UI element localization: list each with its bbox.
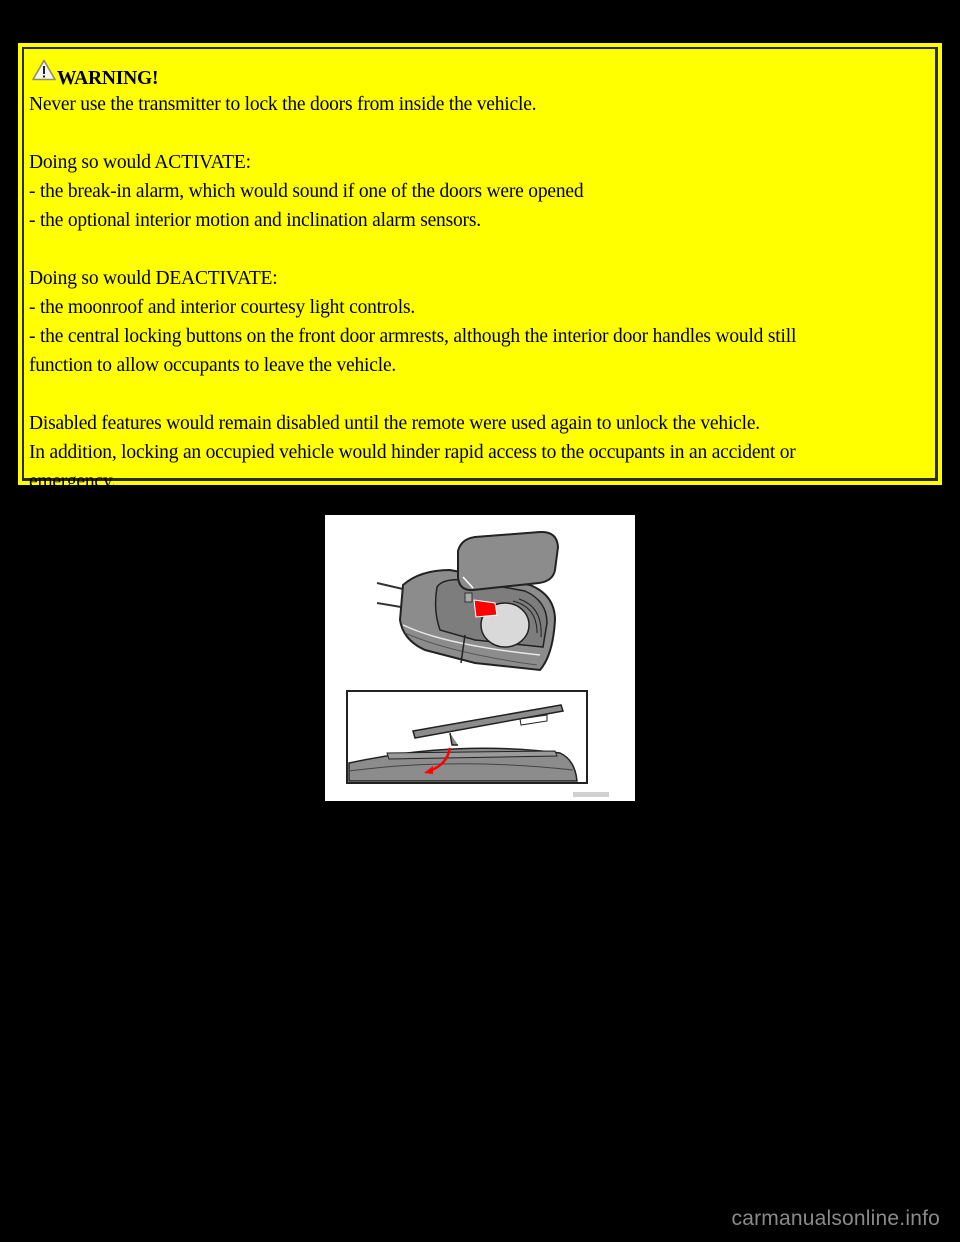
- warning-triangle-icon: [32, 59, 56, 81]
- warning-header: [29, 57, 934, 90]
- warning-title: WARNING!: [57, 68, 159, 89]
- warning-line: In addition, locking an occupied vehicle would hinder rapid access to the occupants in an accident or: [29, 442, 796, 463]
- warning-line: function to allow occupants to leave the vehicle.: [29, 355, 397, 376]
- warning-line: Doing so would ACTIVATE:: [29, 152, 251, 173]
- warning-line: Never use the transmitter to lock the doors from inside the vehicle.: [29, 94, 537, 115]
- warning-line: Disabled features would remain disabled until the remote were used again to unlock the vehicle.: [29, 413, 760, 434]
- warning-box: [18, 43, 942, 492]
- warning-line: - the break-in alarm, which would sound if one of the doors were opened: [29, 181, 584, 202]
- warning-line: - the central locking buttons on the front door armrests, although the interior door handles would still: [29, 326, 797, 347]
- warning-paragraph-deactivate: [29, 264, 934, 380]
- warning-content: [29, 57, 934, 496]
- warning-line: emergency.: [29, 471, 116, 492]
- warning-line: - the optional interior motion and inclination alarm sensors.: [29, 210, 481, 231]
- figure-code: [573, 792, 609, 797]
- warning-paragraph-disabled: [29, 409, 934, 496]
- warning-paragraph-activate: [29, 148, 934, 235]
- key-fob-battery-illustration: [325, 515, 635, 801]
- warning-paragraph-intro: [29, 90, 934, 119]
- cover-clip-inset-drawing: [347, 691, 587, 783]
- key-fob-drawing: [377, 532, 558, 670]
- warning-line: - the moonroof and interior courtesy light controls.: [29, 297, 416, 318]
- watermark: carmanualsonline.info: [731, 1207, 940, 1230]
- warning-line: Doing so would DEACTIVATE:: [29, 268, 278, 289]
